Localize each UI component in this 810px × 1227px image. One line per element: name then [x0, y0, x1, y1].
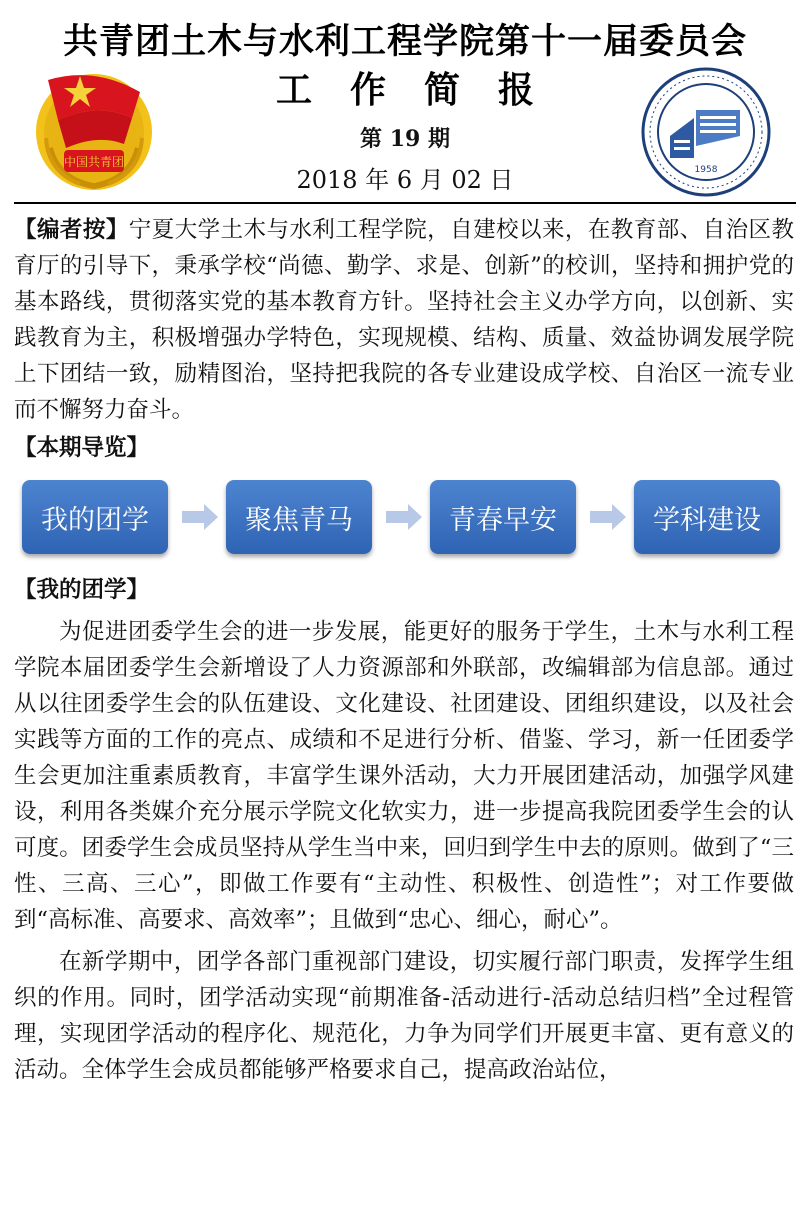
overview-heading: 【本期导览】 [14, 435, 150, 461]
newsletter-body [14, 212, 794, 1088]
overview-item: 学科建设 [634, 480, 780, 554]
section-paragraph: 在新学期中，团学各部门重视部门建设，切实履行部门职责，发挥学生组织的作用。同时，团学活动实现“前期准备-活动进行-活动总结归档”全过程管理，实现团学活动的程序化、规范化，力争为同学们开展更丰富、更有意义的活动。全体学生会成员都能够严格要求自己，提高政治站位， [14, 949, 794, 1083]
editor-note-text: 宁夏大学土木与水利工程学院，自建校以来，在教育部、自治区教育厅的引导下，秉承学校“尚德、勤学、求是、创新”的校训，坚持和拥护党的基本路线，贯彻落实党的基本教育方针。坚持社会主义办学方向，以创新、实践教育为主，积极增强办学特色，实现规模、结构、质量、效益协调发展学院上下团结一致，励精图治，坚持把我院的各专业建设成学校、自治区一流专业而不懈努力奋斗。 [14, 217, 794, 423]
editor-note [14, 212, 794, 428]
arrow-right-icon [588, 502, 628, 532]
overview-item: 我的团学 [22, 480, 168, 554]
college-seal-icon [640, 66, 772, 198]
overview-flow [14, 480, 794, 560]
newsletter-title: 共青团土木与水利工程学院第十一届委员会 [62, 22, 747, 62]
arrow-right-icon [180, 502, 220, 532]
issue-date: 2018 年 6 月 02 日 [296, 166, 514, 194]
arrow-right-icon [384, 502, 424, 532]
section-heading: 【我的团学】 [14, 577, 150, 603]
svg-text:中国共青团: 中国共青团 [63, 155, 125, 169]
overview-item: 青春早安 [430, 480, 576, 554]
header-divider [14, 202, 796, 204]
newsletter-subtitle: 工作简报 [275, 70, 572, 111]
editor-note-label: 【编者按】 [14, 217, 129, 243]
issue-number: 第 19 期 [360, 126, 450, 152]
newsletter-header [0, 0, 810, 200]
overview-item: 聚焦青马 [226, 480, 372, 554]
section-paragraph: 为促进团委学生会的进一步发展，能更好的服务于学生，土木与水利工程学院本届团委学生会新增设了人力资源部和外联部，改编辑部为信息部。通过从以往团委学生会的队伍建设、文化建设、社团建设、团组织建设，以及社会实践等方面的工作的亮点、成绩和不足进行分析、借鉴、学习，新一任团委学生会更加注重素质教育，丰富学生课外活动，大力开展团建活动，加强学风建设，利用各类媒介充分展示学院文化软实力，进一步提高我院团委学生会的认可度。团委学生会成员坚持从学生当中来，回归到学生中去的原则。做到了“三性、三高、三心”，即做工作要有“主动性、积极性、创造性”；对工作要做到“高标准、高要求、高效率”；且做到“忠心、细心，耐心”。 [14, 619, 794, 933]
svg-text:1958: 1958 [694, 165, 718, 175]
